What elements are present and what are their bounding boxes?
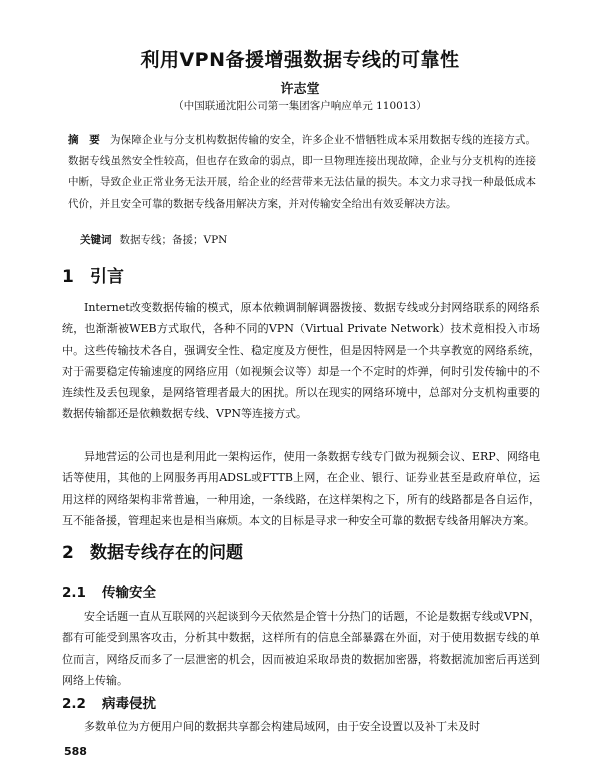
- keywords-text: 数据专线；备援；VPN: [119, 234, 228, 246]
- page-number: 588: [64, 745, 87, 758]
- subsection-2-2-paragraph: 多数单位为方便用户间的数据共享都会构建局域网，由于安全设置以及补丁未及时: [84, 720, 480, 733]
- section-title: 引言: [90, 267, 124, 287]
- subsection-number: 2.1: [62, 585, 86, 601]
- section-2-heading: [62, 538, 243, 563]
- keywords-label: 关键词: [80, 234, 112, 246]
- subsection-number: 2.2: [62, 696, 86, 712]
- abstract-label: 摘 要: [68, 134, 100, 146]
- abstract: [68, 130, 536, 215]
- subsection-title: 传输安全: [102, 585, 156, 601]
- section-1-paragraph-1: Internet改变数据传输的模式，原本依赖调制解调器拨接、数据专线或分封网络联系的网络系统，也渐渐被WEB方式取代，各种不同的VPN（Virtual Private Network）技术竟相投入市场中。这些传输技术各自，强调安全性、稳定度及方便性，但是因特网是一个共享教宽的网络系统，对于需要稳定传输速度的网络应用（如视频会议等）却是一个不定时的炸弹，何时引发传输中的不连续性及丢包现象，是网络管理者最大的困扰。所以在现实的网络环境中，总部对分支机构重要的数据传输都还是依赖数据专线、VPN等连接方式。: [62, 301, 540, 421]
- author-affiliation: （中国联通沈阳公司第一集团客户响应单元 110013）: [173, 100, 427, 112]
- author-name: 许志堂: [280, 82, 320, 97]
- abstract-text: 为保障企业与分支机构数据传输的安全，许多企业不惜牺牲成本采用数据专线的连接方式。数据专线虽然安全性较高，但也存在致命的弱点，即一旦物理连接出现故障，企业与分支机构的连接中断，导致企业正常业务无法开展，给企业的经营带来无法估量的损失。本文力求寻找一种最低成本代价，并且安全可靠的数据专线备用解决方案，并对传输安全给出有效妥解决方法。: [68, 134, 537, 210]
- section-number: 1: [62, 267, 74, 287]
- section-1-paragraph-2: 异地营运的公司也是利用此一架构运作，使用一条数据专线专门做为视频会议、ERP、网络电话等使用，其他的上网服务再用ADSL或FTTB上网，在企业、银行、证券业甚至是政府单位，运用这样的网络架构非常普遍，一种用途，一条线路，在这样架构之下，所有的线路都是各自运作，互不能备援，管理起来也是相当麻烦。本文的目标是寻求一种安全可靠的数据专线备用解决方案。: [62, 450, 540, 527]
- subsection-2-1-heading: [62, 581, 156, 601]
- keywords: [80, 232, 540, 247]
- subsection-2-1-paragraph: 安全话题一直从互联网的兴起谈到今天依然是企管十分热门的话题，不论是数据专线或VPN，都有可能受到黑客攻击，分析其中数据，这样所有的信息全部暴露在外面，对于使用数据专线的单位而言，网络反而多了一层泄密的机会，因而被迫采取昂贵的数据加密器，将数据流加密后再送到网络上传输。: [62, 610, 540, 687]
- section-1-heading: [62, 262, 124, 287]
- subsection-title: 病毒侵扰: [102, 696, 156, 712]
- section-number: 2: [62, 543, 74, 563]
- subsection-2-2-heading: [62, 692, 156, 712]
- paper-title: 利用VPN备援增强数据专线的可靠性: [140, 49, 460, 71]
- section-title: 数据专线存在的问题: [90, 543, 243, 563]
